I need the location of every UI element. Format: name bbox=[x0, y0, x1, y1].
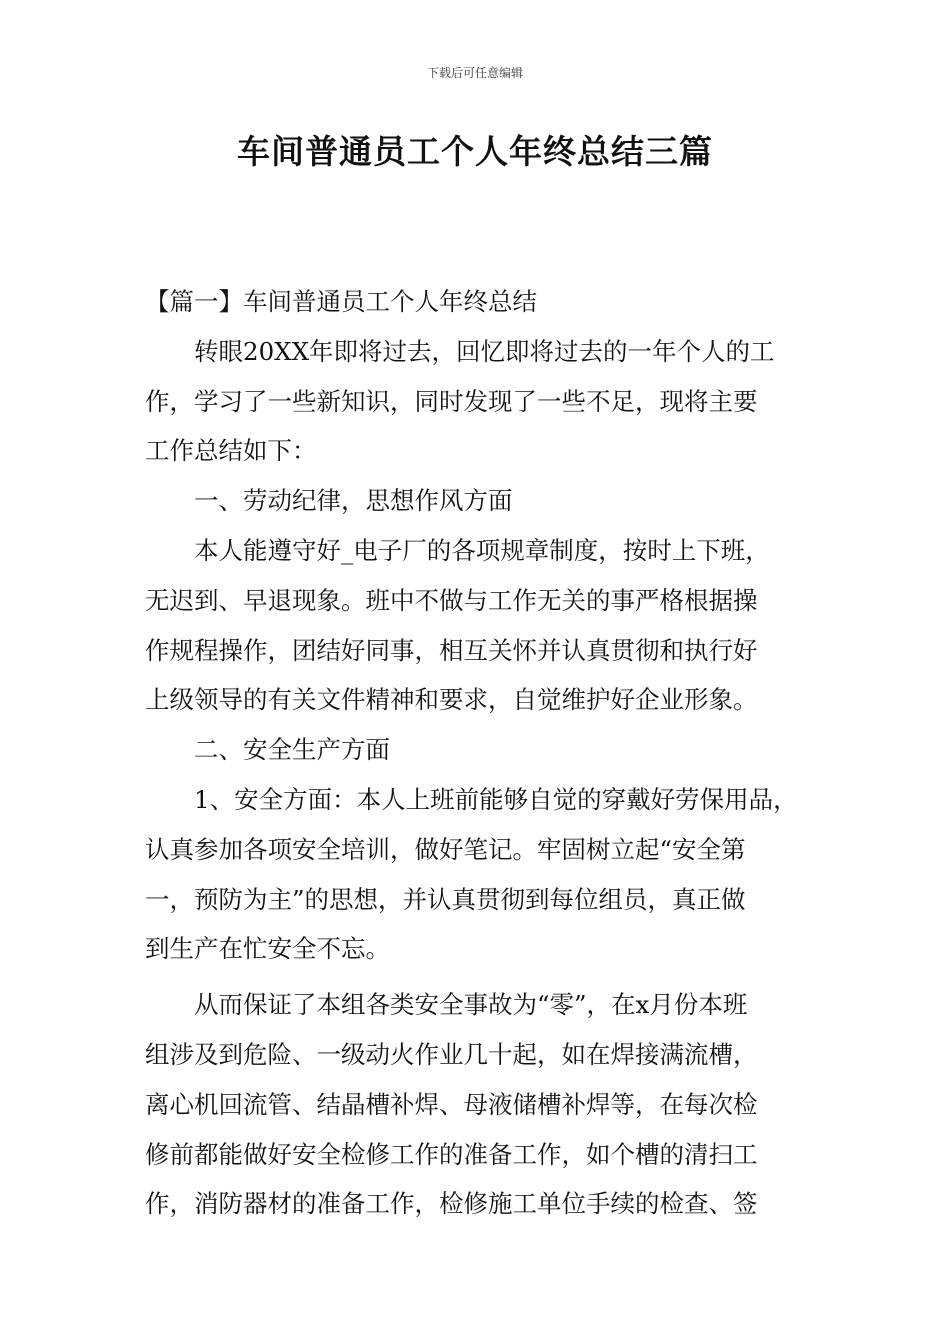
subsection-heading: 一、劳动纪律，思想作风方面 bbox=[194, 486, 513, 516]
paragraph-line: 认真参加各项安全培训，做好笔记。牢固树立起“安全第 bbox=[145, 834, 746, 864]
paragraph-line: 到生产在忙安全不忘。 bbox=[145, 934, 390, 964]
paragraph-line: 工作总结如下： bbox=[145, 436, 317, 466]
paragraph-line: 从而保证了本组各类安全事故为“零”，在x月份本班 bbox=[194, 990, 748, 1020]
paragraph-line: 作，消防器材的准备工作，检修施工单位手续的检查、签 bbox=[145, 1189, 758, 1219]
paragraph-line: 转眼20XX年即将过去，回忆即将过去的一年个人的工 bbox=[194, 336, 775, 366]
paragraph-line: 离心机回流管、结晶槽补焊、母液储槽补焊等，在每次检 bbox=[145, 1089, 758, 1119]
paragraph-line: 1、安全方面：本人上班前能够自觉的穿戴好劳保用品， bbox=[194, 784, 798, 814]
paragraph-line: 上级领导的有关文件精神和要求，自觉维护好企业形象。 bbox=[145, 685, 758, 715]
paragraph-line: 作规程操作，团结好同事，相互关怀并认真贯彻和执行好 bbox=[145, 635, 758, 665]
section-heading: 【篇一】车间普通员工个人年终总结 bbox=[145, 287, 537, 316]
document-title: 车间普通员工个人年终总结三篇 bbox=[237, 132, 713, 171]
paragraph-line: 本人能遵守好_电子厂的各项规章制度，按时上下班， bbox=[194, 535, 770, 565]
paragraph-line: 无迟到、早退现象。班中不做与工作无关的事严格根据操 bbox=[145, 585, 758, 615]
paragraph-line: 修前都能做好安全检修工作的准备工作，如个槽的清扫工 bbox=[145, 1139, 758, 1169]
paragraph-line: 作，学习了一些新知识，同时发现了一些不足，现将主要 bbox=[145, 386, 758, 416]
subsection-heading: 二、安全生产方面 bbox=[194, 735, 390, 765]
header-note: 下载后可任意编辑 bbox=[426, 66, 523, 80]
paragraph-line: 一，预防为主”的思想，并认真贯彻到每位组员，真正做 bbox=[145, 884, 746, 914]
document-body bbox=[145, 277, 810, 1229]
paragraph-line: 组涉及到危险、一级动火作业几十起，如在焊接满流槽， bbox=[145, 1039, 758, 1069]
